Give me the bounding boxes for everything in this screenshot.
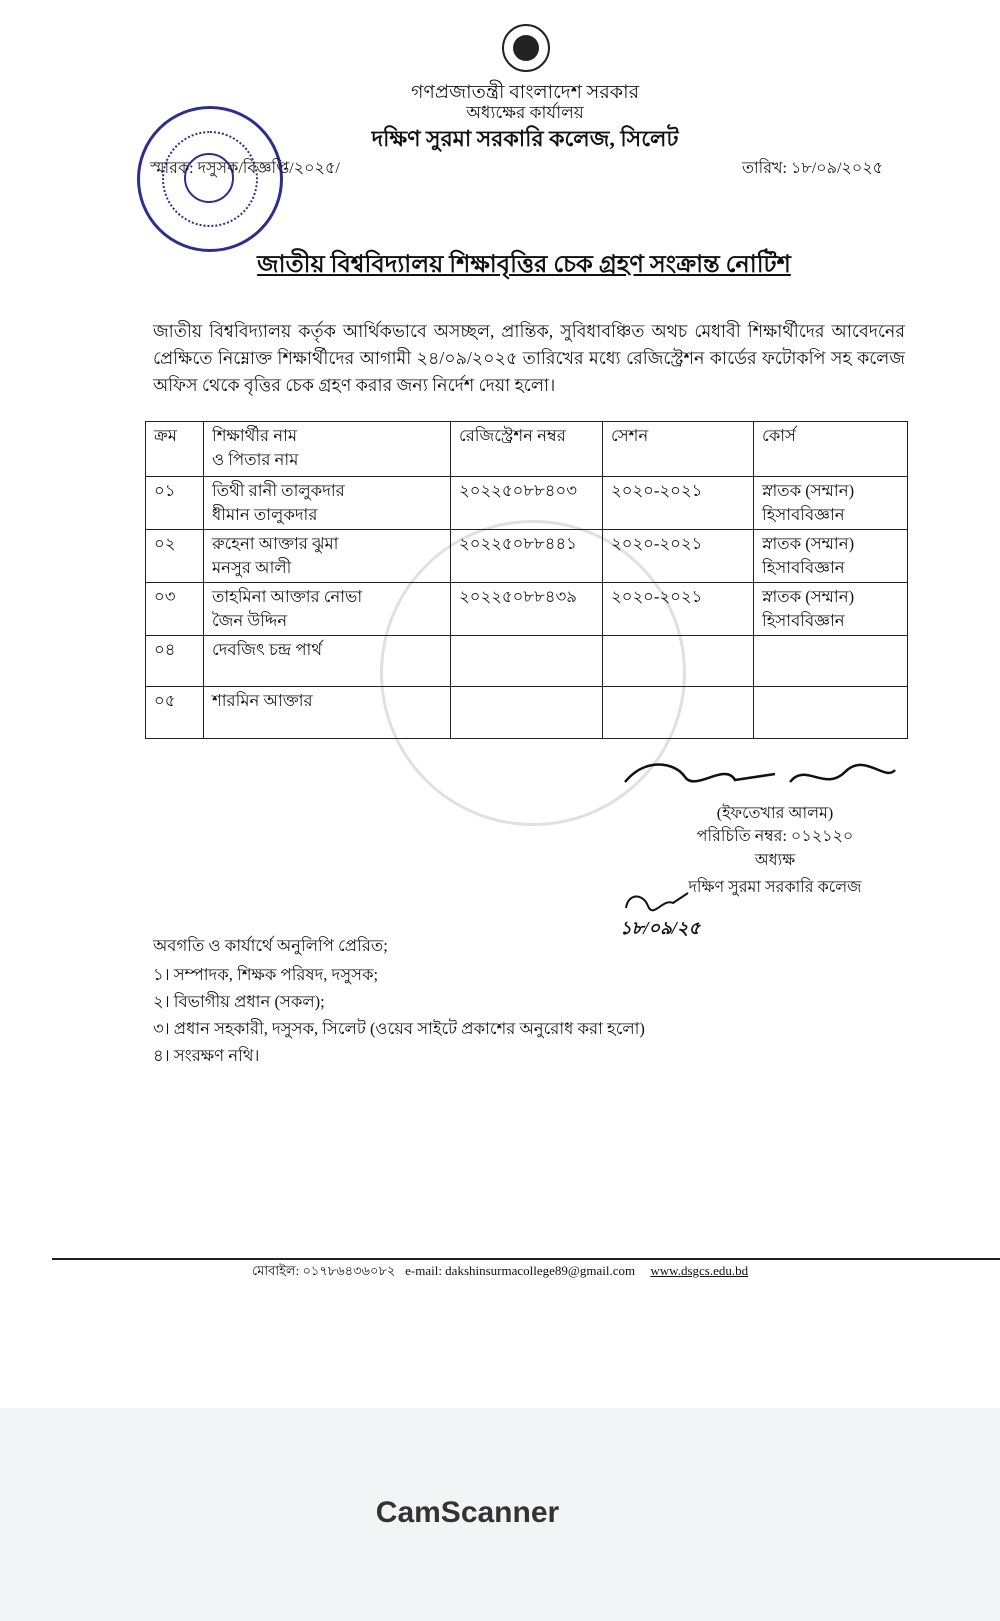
cell-course <box>754 477 908 530</box>
table-row <box>146 530 908 583</box>
header-course: কোর্স <box>754 422 908 477</box>
notice-title <box>0 246 1000 286</box>
cell-session: ২০২০-২০২১ <box>603 477 754 530</box>
table-header-row <box>146 422 908 477</box>
table-row <box>146 687 908 739</box>
cell-session <box>603 636 754 687</box>
cc-item: ১। সম্পাদক, শিক্ষক পরিষদ, দসুসক; <box>153 965 379 984</box>
cell-name <box>204 530 451 583</box>
table-row <box>146 583 908 636</box>
student-name: তিথী রানী তালুকদার <box>212 481 345 500</box>
footer-contact <box>0 1262 1000 1283</box>
cell-reg: ২০২২৫০৮৮৪৩৯ <box>451 583 603 636</box>
subject-name: হিসাববিজ্ঞান <box>762 558 845 577</box>
cell-serial: ০৫ <box>146 687 204 739</box>
father-name: মনসুর আলী <box>212 558 292 577</box>
course-name: স্নাতক (সম্মান) <box>762 481 855 500</box>
office-name: অধ্যক্ষের কার্যালয় <box>466 103 584 122</box>
cell-serial: ০১ <box>146 477 204 530</box>
initial-handwritten-date: ১৮/০৯/২৫ <box>620 918 701 938</box>
notice-date: তারিখ: ১৮/০৯/২০২৫ <box>742 160 884 177</box>
father-name: জৈন উদ্দিন <box>212 611 288 630</box>
cell-name: শারমিন আক্তার <box>204 687 451 739</box>
cell-session <box>603 687 754 739</box>
footer-mobile: মোবাইল: ০১৭৮৬৪৩৬০৮২ <box>251 1263 396 1278</box>
header-name <box>204 422 451 477</box>
cell-session: ২০২০-২০২১ <box>603 530 754 583</box>
camscanner-logo: CamScanner <box>375 1496 560 1529</box>
header-session: সেশন <box>603 422 754 477</box>
principal-signature <box>615 752 905 802</box>
cell-course <box>754 583 908 636</box>
course-name: স্নাতক (সম্মান) <box>762 587 855 606</box>
subject-name: হিসাববিজ্ঞান <box>762 611 845 630</box>
table-row <box>146 636 908 687</box>
course-name: স্নাতক (সম্মান) <box>762 534 855 553</box>
cell-serial: ০৩ <box>146 583 204 636</box>
cell-name: দেবজিৎ চন্দ্র পার্থ <box>204 636 451 687</box>
students-table <box>145 421 908 739</box>
footer-email: e-mail: dakshinsurmacollege89@gmail.com <box>405 1263 636 1278</box>
student-name: রুহেনা আক্তার ঝুমা <box>212 534 339 553</box>
cell-reg: ২০২২৫০৮৮৪০৩ <box>451 477 603 530</box>
principal-id: পরিচিতি নম্বর: ০১২১২০ <box>696 828 854 845</box>
cell-session: ২০২০-২০২১ <box>603 583 754 636</box>
college-name: দক্ষিণ সুরমা সরকারি কলেজ, সিলেট <box>371 126 679 151</box>
government-emblem-icon <box>502 24 550 72</box>
cell-serial: ০৪ <box>146 636 204 687</box>
header-serial: ক্রম <box>146 422 204 477</box>
table-row <box>146 477 908 530</box>
footer-divider <box>52 1258 1000 1260</box>
principal-designation: অধ্যক্ষ <box>754 852 796 869</box>
government-name: গণপ্রজাতন্ত্রী বাংলাদেশ সরকার <box>410 82 640 103</box>
notice-body: জাতীয় বিশ্ববিদ্যালয় কর্তৃক আর্থিকভাবে অসচ্ছল, প্রান্তিক, সুবিধাবঞ্চিত অথচ মেধাবী শিক্ষার্থীদের আবেদনের প্রেক্ষিতে নিম্নোক্ত শিক্ষার্থীদের আগামী ২৪/০৯/২০২৫ তারিখের মধ্যে রেজিস্ট্রেশন কার্ডের ফটোকপি সহ কলেজ অফিস থেকে বৃত্তির চেক গ্রহণ করার জন্য নির্দেশ দেয়া হলো। <box>153 321 905 395</box>
cell-reg <box>451 636 603 687</box>
cell-serial: ০২ <box>146 530 204 583</box>
header-reg: রেজিস্ট্রেশন নম্বর <box>451 422 603 477</box>
subject-name: হিসাববিজ্ঞান <box>762 505 845 524</box>
cell-course <box>754 530 908 583</box>
student-name: তাহমিনা আক্তার নোভা <box>212 587 363 606</box>
initial-signature <box>618 888 698 916</box>
header-father-name: ও পিতার নাম <box>212 450 299 469</box>
principal-college: দক্ষিণ সুরমা সরকারি কলেজ <box>688 879 862 896</box>
header-student-name: শিক্ষার্থীর নাম <box>212 426 298 445</box>
cell-name <box>204 477 451 530</box>
cell-course <box>754 687 908 739</box>
cell-name <box>204 583 451 636</box>
cell-course <box>754 636 908 687</box>
cell-reg <box>451 687 603 739</box>
father-name: ধীমান তালুকদার <box>212 505 318 524</box>
cell-reg: ২০২২৫০৮৮৪৪১ <box>451 530 603 583</box>
cc-intro: অবগতি ও কার্যার্থে অনুলিপি প্রেরিত; <box>153 936 388 955</box>
cc-item: ৪। সংরক্ষণ নথি। <box>153 1046 260 1065</box>
memo-number: স্মারক: দসুসক/বিজ্ঞপ্তি/২০২৫/ <box>150 160 340 177</box>
cc-item: ৩। প্রধান সহকারী, দসুসক, সিলেট (ওয়েব সাইটে প্রকাশের অনুরোধ করা হলো) <box>153 1019 645 1038</box>
notice-title-text: জাতীয় বিশ্ববিদ্যালয় শিক্ষাবৃত্তির চেক গ্রহণ সংক্রান্ত নোটিশ <box>257 252 791 278</box>
footer-website-link[interactable]: www.dsgcs.edu.bd <box>650 1263 749 1278</box>
cc-item: ২। বিভাগীয় প্রধান (সকল); <box>153 992 325 1011</box>
principal-name: (ইফতেখার আলম) <box>716 805 834 822</box>
